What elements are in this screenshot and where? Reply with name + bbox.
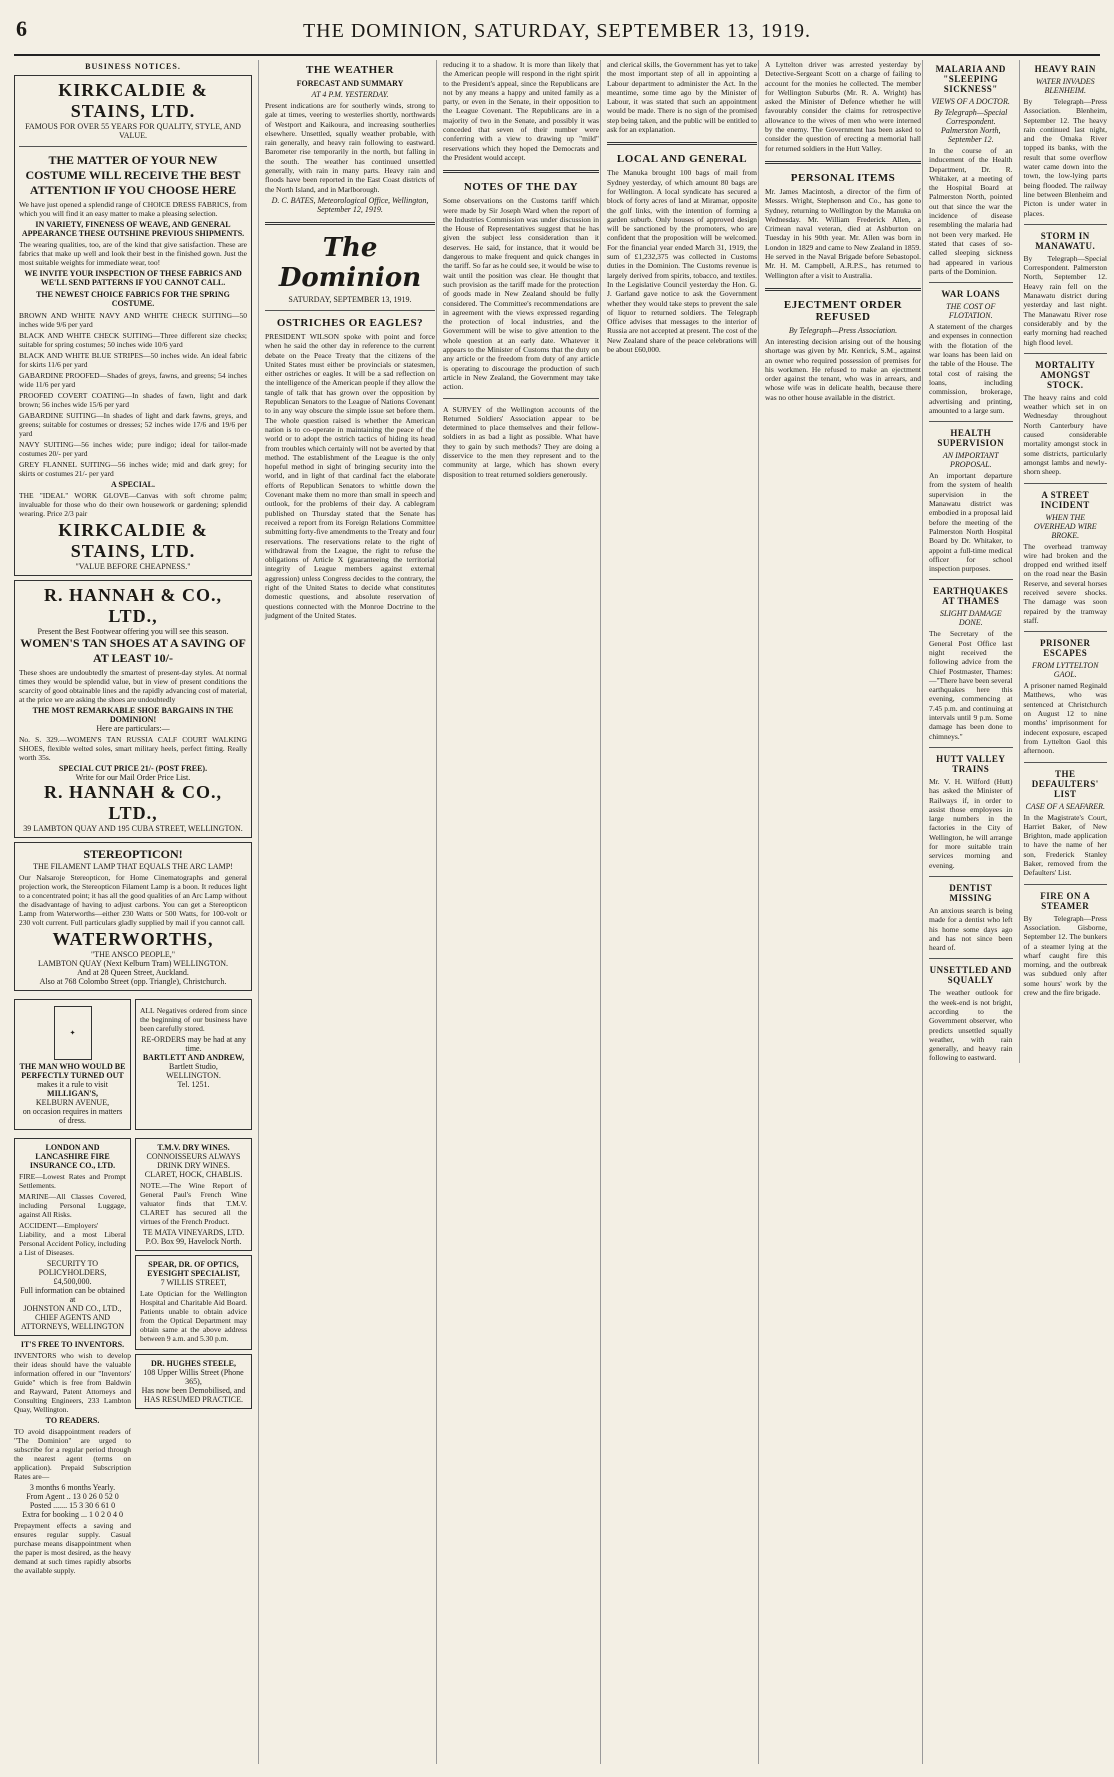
personal-column	[758, 60, 921, 1764]
bartlett-city: WELLINGTON.	[166, 1071, 221, 1080]
bartlett-ad	[135, 999, 252, 1130]
rain-text: By Telegraph—Press Association. Blenheim, September 12. The heavy rain continued last night, and the Omaka River topped its banks, with the result that some overflow water came down into the town, the low-lying parts being flooded. The railway line between Blenheim and Picton is under water in places.	[1023, 97, 1107, 218]
costume-newest: THE NEWEST CHOICE FABRICS FOR THE SPRING COSTUME.	[36, 290, 230, 308]
milligan-name: MILLIGAN'S,	[47, 1089, 98, 1098]
bartlett-name: BARTLETT AND ANDREW,	[142, 1053, 245, 1062]
personal-text: Mr. James Macintosh, a director of the firm of Messrs. Wright, Stephenson and Co., has gone to Sydney, returning to Wellington by the Manuka on Wednesday. Mr. William Frederick Allen, a Crimean naval veteran, died at Ashburton on Tuesday in his 90th year. Mr. Allen was born in London in 1829 and came to New Zealand in 1859. He served in the Naval Brigade before Sebastopol. Mr. H. M. Campbell, A.R.P.S., has returned to Wellington after a visit to Australia.	[765, 186, 921, 280]
london-security: SECURITY TO POLICYHOLDERS, £4,500,000.	[38, 1259, 107, 1286]
fabric-item: BROWN AND WHITE NAVY AND WHITE CHECK SUITING—50 inches wide 9/6 per yard	[19, 311, 247, 329]
right-small-ads	[135, 1134, 252, 1577]
hannah-address: 39 LAMBTON QUAY AND 195 CUBA STREET, WELLINGTON.	[23, 824, 243, 833]
page-header	[14, 14, 1100, 56]
spear-ad	[135, 1255, 252, 1350]
stereo-subtitle: THE FILAMENT LAMP THAT EQUALS THE ARC LAMP!	[33, 862, 233, 871]
street-subheading: WHEN THE OVERHEAD WIRE BROKE.	[1033, 512, 1097, 540]
stereo-text: Our Nalsaroje Stereopticon, for Home Cinematographs and general projection work, the Stereopticon Filament Lamp is a boon. It reduces light to a concentrated point; it has all the good qualities of an Arc Lamp without the disadvantage of having to adjust carbons. You can get a Stereopticon Lamp from Waterworths—either 230 Watts or 500 Watts, for 100-volt or 230 volt current. Full particulars gladly supplied by mail if you cannot call.	[19, 873, 247, 927]
dominion-date: SATURDAY, SEPTEMBER 13, 1919.	[288, 294, 412, 304]
milligan-mid: makes it a rule to visit	[37, 1080, 108, 1089]
malaria-byline: By Telegraph—Special Correspondent. Palmerston North, September 12.	[934, 108, 1008, 144]
weather-time: AT 4 P.M. YESTERDAY.	[311, 90, 389, 99]
health-heading: HEALTH SUPERVISION	[937, 428, 1005, 449]
dominion-title: The Dominion	[278, 232, 422, 293]
wines-subtitle: CONNOISSEURS ALWAYS DRINK DRY WINES.	[146, 1152, 241, 1170]
kirkcaldie-tagline: FAMOUS FOR OVER 55 YEARS FOR QUALITY, STYLE, AND VALUE.	[25, 122, 241, 140]
prisoner-heading: PRISONER ESCAPES	[1039, 638, 1091, 659]
kirkcaldie-title: KIRKCALDIE & STAINS, LTD.	[58, 80, 208, 121]
hughes-address: 108 Upper Willis Street (Phone 365),	[143, 1368, 244, 1386]
costume-paragraph-2: The wearing qualities, too, are of the kind that give satisfaction. These are fabrics that make up well and look their best in the finished gown. Just the most suitable weights for immediate wear, too!	[19, 240, 247, 267]
london-fire: FIRE—Lowest Rates and Prompt Settlements.	[19, 1172, 126, 1190]
london-accident: ACCIDENT—Employers' Liability, and a most Liberal Personal Accident Policy, including a List of Diseases.	[19, 1221, 126, 1257]
waterworths-title: WATERWORTHS,	[52, 929, 214, 949]
small-ads-row-2	[14, 1134, 252, 1577]
street-heading: A STREET INCIDENT	[1040, 489, 1090, 510]
london-marine: MARINE—All Classes Covered, including Personal Luggage, against All Risks.	[19, 1192, 126, 1219]
fabric-item: GABARDINE SUITING—In shades of light and dark fawns, greys, and greens; suitable for costumes or dresses; 52 inches wide 17/6 and 19/6 per yard	[19, 411, 247, 438]
weather-editorial-column	[258, 60, 435, 1764]
prisoner-text: A prisoner named Reginald Matthews, who was sentenced at Christchurch on August 12 to nine months' imprisonment for indecent exposure, escaped from Lyttelton Gaol this afternoon.	[1023, 681, 1107, 756]
wines-ad	[135, 1138, 252, 1251]
bartlett-reorder: RE-ORDERS may be had at any time.	[141, 1035, 246, 1053]
defaulters-heading: THE DEFAULTERS' LIST	[1031, 768, 1099, 799]
fabric-item: NAVY SUITING—56 inches wide; pure indigo; ideal for tailor-made costumes 20/- per yard	[19, 440, 247, 458]
inventors-text: INVENTORS who wish to develop their ideas should have the valuable information offered in our "Inventors' Guide" which is free from Baldwin and Rayward, Patent Attorneys and Consulting Engineers, 233 Lambton Quay, Wellington.	[14, 1351, 131, 1414]
spear-title: SPEAR, DR. OF OPTICS, EYESIGHT SPECIALIST,	[147, 1260, 240, 1278]
weather-text: Present indications are for southerly winds, strong to gale at times, veering to westerlies shortly, northwards of Westport and Kaikoura, and increasing southerlies elsewhere. Unsettled, squally weather probable, with rain generally, and heavy rain following to eastward. Barometer rise temporarily in the north, but falling in the south. The weather has continued unsettled generally, with rain in many parts. Heavy rain and floods have been reported in the East Coast districts of the North Island, and in Marlborough.	[265, 101, 435, 194]
stock-heading: MORTALITY AMONGST STOCK.	[1035, 359, 1096, 390]
hannah-paragraph: These shoes are undoubtedly the smartest of present-day styles. At normal times they would be splendid value, but in view of present conditions the scarcity of good obtainable lines and the rapidly advancing cost of material, at the price we are asking the shoes are undoubtedly	[19, 668, 247, 704]
hutt-heading: HUTT VALLEY TRAINS	[936, 753, 1006, 774]
rates-header: 3 months 6 months Yearly.	[29, 1483, 116, 1492]
earthquake-text: The Secretary of the General Post Office last night received the following advice from the Chief Postmaster, Thames:—"There have been several earthquakes here this evening, commencing at 7.45 p.m. and continuing at intervals until 9 p.m. Some damage has been done to chimneys."	[929, 629, 1013, 741]
kirkcaldie-tagline-2: "VALUE BEFORE CHEAPNESS."	[75, 562, 191, 571]
rate-row: From Agent .. 13 0 26 0 52 0	[26, 1492, 119, 1501]
hannah-bargain: THE MOST REMARKABLE SHOE BARGAINS IN THE DOMINION!	[32, 706, 234, 724]
news-subcolumn-left	[929, 60, 1013, 1063]
spear-address: 7 WILLIS STREET,	[160, 1278, 227, 1287]
malaria-subheading: VIEWS OF A DOCTOR.	[931, 97, 1010, 106]
left-small-ads	[14, 1134, 131, 1577]
hannah-subtitle: Present the Best Footwear offering you will see this season.	[37, 627, 229, 636]
bartlett-street: Bartlett Studio,	[169, 1062, 218, 1071]
storm-text: By Telegraph—Special Correspondent. Palmerston North, September 12. Heavy rain fell on the Manawatu district during yesterday and last night. The Manawatu River rose considerably and by the early morning had reached high flood level.	[1023, 253, 1107, 347]
notes-text: Some observations on the Customs tariff which were made by Sir Joseph Ward when the report of the Industries Commission was under discussion in the House of Representatives suggest that he has given the subject less consideration than it deserves. He said, for instance, that it would be dangerous to make frequent and quick changes in the tariff. So far as he could see, it would be wise to wait until the position was clear. He thought that such provision as the tariff made for the protection of goods made in New Zealand should be fully considered. The Committee's recommendations are in agreement with the views expressed regarding the protection of local industries, and the Government will be wise to give attention to the whole question at an early date. Whatever it appears to the Minister of Customs that the duty on any article or the freedom from duty of any article is operating to discourage the production of such article in New Zealand, the Government may take action.	[443, 196, 599, 392]
weather-signature: D. C. BATES, Meteorological Office, Wellington, September 12, 1919.	[271, 195, 429, 214]
hannah-ad	[14, 580, 252, 838]
news-column	[922, 60, 1107, 1764]
fabric-item: BLACK AND WHITE CHECK SUITING—Three different size checks; suitable for spring costumes; 50 inches wide 10/6 yard	[19, 331, 247, 349]
stereo-title: STEREOPTICON!	[83, 847, 183, 861]
editorial-text: PRESIDENT WILSON spoke with point and force when he said the other day in reference to the current debate on the Peace Treaty that the citizens of the United States must either be provincials or statesmen, either ostriches or eagles. It will be a sad reflection on the intelligence of the American people if they allow the tangle of talk that has grown over the opposition by Republican Senators to the League of Nations Covenant to in any way obscure the simple issue set before them. The whole question raised is whether the American nation is to co-operate in maintaining the peace of the world or to adopt the ostrich tactics of hiding its head from troubles which certainly will not be averted by that method. The establishment of the League is the only hopeful method in sight of bringing security into the world, and in light of that cardinal fact the elaborate efforts of Republican Senators to whittle down the Covenant make them no more than small in speech and outlook, for the problems of their day. A cablegram published on Thursday stated that the Senate has received a report from its Foreign Relations Committee submitting forty-five amendments to the Treaty and four reservations. The reservations relate to the right of withdrawal from the League, the right to refuse the obligations of Article X (guaranteeing the territorial integrity of League members against external aggression) unless Congress decides to the contrary, the right of the United States to decide what constitutes domestic questions, and absolute reservation of questions connected with the Monroe Doctrine to the judgment of the United States.	[265, 331, 435, 620]
wines-text: NOTE.—The Wine Report of General Paul's French Wine valuator finds that T.M.V. CLARET has secured all the virtues of the French Product.	[140, 1181, 247, 1226]
fire-text: By Telegraph—Press Association. Gisborne, September 12. The bunkers of a steamer lying at the wharf caught fire this morning, and the outbreak was subdued only after some hours' work by the crew and the fire brigade.	[1023, 913, 1107, 997]
hannah-price: SPECIAL CUT PRICE 21/- (POST FREE).	[58, 764, 208, 773]
health-subheading: AN IMPORTANT PROPOSAL.	[942, 451, 999, 470]
weather-subheading: FORECAST AND SUMMARY	[296, 79, 404, 88]
editorial-continued: reducing it to a shadow. It is more than likely that the American people will respond in the right spirit to the President's appeal, since the Republicans are not by any means a happy and united family as a party, or even in the Senate, in their opposition to the League Covenant. The Republicans are in a majority of two in the Senate, and possibly it was conceded that seven of their number were conferring with a view to drawing up "mild" reservations which they hoped the Democrats and the President would accept.	[443, 60, 599, 162]
editorial-heading: OSTRICHES OR EAGLES?	[276, 316, 424, 329]
notes-continued: and clerical skills, the Government has yet to take the most important step of all in appointing a Labour department to administer the Act. In the meantime, some time ago by the Minister of Labour, it was stated that such an appointment would be made. There is no sign of the promised step being taken, and the public will be entitled to ask for an explanation.	[607, 60, 757, 135]
wines-address: P.O. Box 99, Havelock North.	[145, 1237, 242, 1246]
street-text: The overhead tramway wire had broken and the dropped end writhed itself on the road near the Basin Reserve, and several horses received severe shocks. The damage was soon repaired by the tramway staff.	[1023, 541, 1107, 625]
ejectment-byline: By Telegraph—Press Association.	[788, 325, 898, 335]
milligan-ad	[14, 999, 131, 1130]
malaria-text: In the course of an inducement of the Health Department, Dr. R. Whitaker, at a meeting of the Hospital Board at Palmerston North, pointed out that since the war the incidence of disease resembling the malaria had not been very marked. He stated that cases of so-called sleeping sickness had appeared in various parts of the Dominion.	[929, 146, 1013, 276]
kirkcaldie-title-2: KIRKCALDIE & STAINS, LTD.	[58, 520, 208, 561]
weather-heading: THE WEATHER	[306, 64, 394, 76]
waterworths-address-1: LAMBTON QUAY (Next Kelburn Tram) WELLINGTON.	[37, 959, 229, 968]
inventors-heading: IT'S FREE TO INVENTORS.	[20, 1340, 125, 1349]
news-subcolumns	[929, 60, 1107, 1063]
unsettled-heading: UNSETTLED AND SQUALLY	[929, 965, 1012, 986]
warloans-heading: WAR LOANS	[941, 289, 1001, 300]
london-title: LONDON AND LANCASHIRE FIRE INSURANCE CO., LTD.	[29, 1143, 116, 1170]
waterworths-address-2: And at 28 Queen Street, Auckland.	[77, 968, 189, 977]
ejectment-text: An interesting decision arising out of the housing shortage was given by Mr. Kenrick, S.M., against an owner who required possession of premises for his workmen. He refused to make an ejectment order against the tenant, who was in arrears, and whose wife was in delicate health, because there was no other house available in the district.	[765, 336, 921, 402]
dentist-text: An anxious search is being made for a dentist who left his home some days ago and has not since been heard of.	[929, 905, 1013, 953]
storm-heading: STORM IN MANAWATU.	[1035, 230, 1096, 251]
waterworths-address-3: Also at 768 Colombo Street (opp. Triangle), Christchurch.	[39, 977, 227, 986]
defaulters-subheading: CASE OF A SEAFARER.	[1025, 801, 1106, 811]
section-label: BUSINESS NOTICES.	[85, 62, 181, 71]
bartlett-text: ALL Negatives ordered from since the beginning of our business have been carefully stored.	[140, 1006, 247, 1033]
milligan-foot: on occasion requires in matters of dress.	[22, 1107, 123, 1125]
notes-text-2: A SURVEY of the Wellington accounts of the Returned Soldiers' Association appear to be determined to place themselves and their fellow-soldiers in as bad a light as possible. What have they to gain by such methods? They are doing a disservice to the men they represent and to the community at large, which has shown every disposition to treat returned soldiers generously.	[443, 404, 599, 479]
local-continued: A Lyttelton driver was arrested yesterday by Detective-Sergeant Scott on a charge of failing to account for the monies he collected. The member for Wellington Suburbs (Mr. R. A. Wright) has asked the Minister of Defence whether he will favourably consider the claims for retrospective allowance to the wives of men who were interned by the enemy. The Government has been asked to consider the question of erecting a memorial hall for returned soldiers in the Hutt Valley.	[765, 60, 921, 153]
warloans-text: A statement of the charges and expenses in connection with the flotation of the war loans has been laid on the table of the House. The total cost of raising the loans, including commission, brokerage, advertising and printing, amounted to a large sum.	[929, 322, 1013, 415]
man-figure-icon: ✦	[54, 1006, 92, 1060]
defaulters-text: In the Magistrate's Court, Harriet Baker, of New Brighton, made application to have the name of her son, Frederick Stanley Baker, removed from the Defaulters' List.	[1023, 812, 1107, 878]
ejectment-heading: EJECTMENT ORDER REFUSED	[783, 298, 903, 323]
milligan-heading: THE MAN WHO WOULD BE PERFECTLY TURNED OUT	[19, 1062, 126, 1080]
costume-invite: WE INVITE YOUR INSPECTION OF THESE FABRICS AND WE'LL SEND PATTERNS IF YOU CANNOT CALL.	[24, 269, 242, 287]
wines-name: TE MATA VINEYARDS, LTD.	[142, 1228, 245, 1237]
rates-note: Prepayment effects a saving and ensures regular supply. Casual purchase means disappointment when the paper is most desired, as the heavy demand at such times rapidly absorbs the available supply.	[14, 1521, 131, 1575]
rain-heading: HEAVY RAIN	[1034, 64, 1096, 74]
local-heading: LOCAL AND GENERAL	[616, 153, 748, 166]
page-number: 6	[16, 16, 27, 41]
masthead: THE DOMINION, SATURDAY, SEPTEMBER 13, 1919.	[302, 20, 812, 42]
hannah-particulars: Here are particulars:—	[96, 724, 170, 733]
special-text: THE "IDEAL" WORK GLOVE—Canvas with soft chrome palm; invaluable for those who do their own housework or gardening; splendid wearing. Price 2/3 pair	[19, 491, 247, 518]
small-ads-row-1	[14, 995, 252, 1134]
spear-text: Late Optician for the Wellington Hospital and Charitable Aid Board. Patients unable to obtain advice from the Optical Department may obtain same at the above address between 9 a.m. and 5.30 p.m.	[140, 1289, 247, 1343]
wines-title: T.M.V. DRY WINES.	[157, 1143, 230, 1152]
fabric-item: GABARDINE PROOFED—Shades of greys, fawns, and greens; 54 inches wide 11/6 per yard	[19, 371, 247, 389]
notes-heading: NOTES OF THE DAY	[463, 181, 579, 194]
costume-subheading: IN VARIETY, FINENESS OF WEAVE, AND GENERAL APPEARANCE THESE OUTSHINE PREVIOUS SHIPMENTS.	[21, 220, 245, 238]
rate-row: Posted ....... 15 3 30 6 61 0	[29, 1501, 116, 1510]
hughes-text: Has now been Demobilised, and HAS RESUMED PRACTICE.	[141, 1386, 246, 1404]
local-text: The Manuka brought 100 bags of mail from Sydney yesterday, of which amount 80 bags are for Wellington. A local syndicate has secured a block of forty acres of land at Miramar, opposite the golf links, with the intention of forming a garden suburb. Only houses of approved design will be sanctioned by the promoters, who are confident that the proposition will be welcomed. For the financial year ended March 31, 1919, the sum of £1,232,375 was collected in Customs duties in the Dominion. The Customs revenue is largely derived from spirits, tobacco, and textiles. In the Legislative Council yesterday the Hon. G. J. Garland gave notice to ask the Government whether they would take steps to prevent the sale of liquor to returned soldiers. The Telegraph Office advises that messages to the interior of Russia are not accepted at present. The cost of the New Zealand share of the peace celebrations will be about £60,000.	[607, 168, 757, 355]
local-news-column	[600, 60, 757, 1764]
milligan-address: KELBURN AVENUE,	[35, 1098, 110, 1107]
rain-subheading: WATER INVADES BLENHEIM.	[1035, 77, 1095, 95]
earthquake-heading: EARTHQUAKES AT THAMES	[933, 586, 1009, 607]
special-label: A SPECIAL.	[110, 480, 155, 489]
hughes-ad	[135, 1354, 252, 1409]
malaria-heading: MALARIA AND "SLEEPING SICKNESS"	[935, 64, 1006, 94]
fabric-item: PROOFED COVERT COATING—In shades of fawn, light and dark brown; 56 inches wide 15/6 per yard	[19, 391, 247, 409]
health-text: An important departure from the system of health supervision in the Manawatu district was embodied in a proposal laid before the meeting of the Palmerston North Hospital Board by Dr. Whitaker, to appoint a full-time medical officer for school inspection purposes.	[929, 471, 1013, 574]
hannah-item: No. S. 329.—WOMEN'S TAN RUSSIA CALF COURT WALKING SHOES, flexible welted soles, smart military heels, perfect fitting. Really worth 35s.	[19, 735, 247, 762]
fabric-item: GREY FLANNEL SUITING—56 inches wide; mid and dark grey; for skirts or costumes 21/- per yard	[19, 460, 247, 478]
hutt-text: Mr. V. H. Wilford (Hutt) has asked the Minister of Railways if, in order to assist those employees in large numbers in the factories in the City of Wellington, he will arrange for more suitable train services morning and evening.	[929, 776, 1013, 870]
stereopticon-ad	[14, 842, 252, 991]
costume-paragraph: We have just opened a splendid range of CHOICE DRESS FABRICS, from which you will find it an easy matter to make a pleasing selection.	[19, 200, 247, 218]
stock-text: The heavy rains and cold weather which set in on Wednesday throughout North Canterbury have caused considerable mortality amongst stock in some districts, particularly amongst lambs and newly-shorn sheep.	[1023, 392, 1107, 477]
unsettled-text: The weather outlook for the week-end is not bright, according to the Government observer, who predicts unsettled squally weather, with rain generally, and heavy rain following to eastward.	[929, 988, 1013, 1063]
earthquake-subheading: SLIGHT DAMAGE DONE.	[939, 609, 1002, 628]
london-agents-2: CHIEF AGENTS AND ATTORNEYS, WELLINGTON	[20, 1313, 125, 1331]
hughes-title: DR. HUGHES STEELE,	[151, 1359, 236, 1368]
hannah-title-2: R. HANNAH & CO., LTD.,	[44, 782, 222, 823]
prisoner-subheading: FROM LYTTELTON GAOL.	[1032, 661, 1099, 680]
notes-column	[436, 60, 599, 1764]
warloans-subheading: THE COST OF FLOTATION.	[946, 302, 996, 321]
hannah-catalogue: Write for our Mail Order Price List.	[75, 773, 191, 782]
rate-row: Extra for booking ... 1 0 2 0 4 0	[22, 1510, 123, 1519]
costume-heading: THE MATTER OF YOUR NEW COSTUME WILL RECEIVE THE BEST ATTENTION IF YOU CHOOSE HERE	[25, 153, 241, 197]
fabric-item: BLACK AND WHITE BLUE STRIPES—50 inches wide. An ideal fabric for skirts 11/6 per yard	[19, 351, 247, 369]
london-insurance-ad	[14, 1138, 131, 1336]
waterworths-subtitle: "THE ANSCO PEOPLE,"	[90, 950, 176, 959]
fire-heading: FIRE ON A STEAMER	[1040, 890, 1091, 911]
readers-heading: TO READERS.	[45, 1416, 100, 1425]
advertisements-column	[14, 60, 252, 1764]
bartlett-tel: Tel. 1251.	[177, 1080, 210, 1089]
london-info: Full information can be obtained at	[20, 1286, 125, 1304]
hannah-title: R. HANNAH & CO., LTD.,	[44, 585, 222, 626]
personal-heading: PERSONAL ITEMS	[790, 171, 896, 184]
hannah-heading: WOMEN'S TAN SHOES AT A SAVING OF AT LEAST 10/-	[20, 636, 246, 665]
london-agents: JOHNSTON AND CO., LTD.,	[23, 1304, 122, 1313]
readers-text: TO avoid disappointment readers of "The Dominion" are urged to subscribe for a regular period through the nearest agent (terms on application). Prepaid Subscription Rates are—	[14, 1427, 131, 1481]
wines-claret: CLARET, HOCK, CHABLIS.	[144, 1170, 243, 1179]
kirkcaldie-ad	[14, 75, 252, 576]
dentist-heading: DENTIST MISSING	[949, 882, 993, 903]
news-subcolumn-right	[1019, 60, 1108, 1063]
